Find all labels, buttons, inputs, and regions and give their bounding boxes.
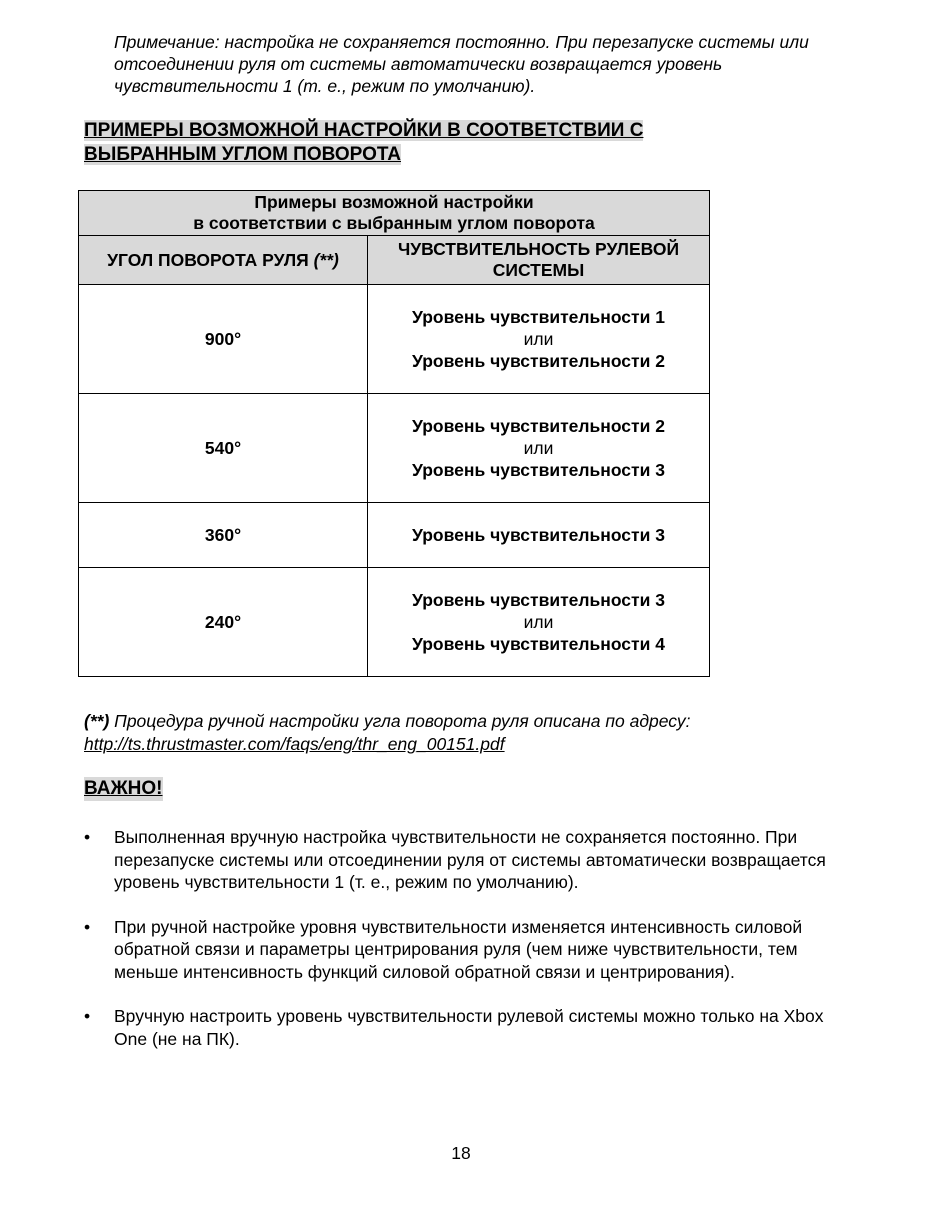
important-list (84, 826, 844, 1072)
table-caption-line1: Примеры возможной настройки (254, 192, 534, 212)
sensitivity-level: Уровень чувствительности 3 (412, 590, 665, 610)
bullet-icon: • (84, 827, 91, 847)
column-header-angle-label: УГОЛ ПОВОРОТА РУЛЯ (107, 249, 309, 270)
or-text: или (523, 612, 554, 632)
list-item (84, 826, 844, 894)
angle-cell: 540° (79, 394, 368, 503)
column-header-sensitivity: ЧУВСТВИТЕЛЬНОСТЬ РУЛЕВОЙ СИСТЕМЫ (368, 236, 710, 285)
column-header-angle (79, 236, 368, 285)
page-number: 18 (451, 1143, 471, 1163)
section-title (84, 119, 804, 167)
table-caption (79, 191, 710, 236)
important-heading: ВАЖНО! (84, 778, 163, 799)
table-row (79, 394, 710, 503)
sensitivity-cell (368, 394, 710, 503)
table-row (79, 285, 710, 394)
list-item-text: При ручной настройке уровня чувствительности изменяется интенсивность силовой обратной связи и параметры центрирования руля (чем ниже чувствительности, тем меньше интенсивность функций силовой обратной связи и центрирования). (114, 916, 803, 982)
angle-cell: 240° (79, 568, 368, 677)
sensitivity-level: Уровень чувствительности 2 (412, 416, 665, 436)
sensitivity-note: Примечание: настройка не сохраняется постоянно. При перезапуске системы или отсоединении руля от системы автоматически возвращается уровень чувствительности 1 (т. е., режим по умолчанию). (114, 32, 809, 96)
column-header-angle-mark: (**) (313, 249, 339, 270)
manual-calibration-link[interactable]: http://ts.thrustmaster.com/faqs/eng/thr_eng_00151.pdf (84, 734, 505, 754)
section-title-line1: ПРИМЕРЫ ВОЗМОЖНОЙ НАСТРОЙКИ В СООТВЕТСТВИИ С (84, 120, 644, 141)
table-row (79, 568, 710, 677)
or-text: или (523, 329, 554, 349)
sensitivity-level: Уровень чувствительности 3 (412, 525, 665, 545)
table-caption-line2: в соответствии с выбранным углом поворота (193, 213, 595, 233)
section-title-line2: ВЫБРАННЫМ УГЛОМ ПОВОРОТА (84, 144, 401, 165)
sensitivity-level: Уровень чувствительности 1 (412, 307, 665, 327)
sensitivity-level: Уровень чувствительности 4 (412, 634, 665, 654)
angle-cell: 360° (79, 503, 368, 568)
list-item (84, 916, 844, 984)
angle-cell: 900° (79, 285, 368, 394)
list-item-text: Вручную настроить уровень чувствительности рулевой системы можно только на Xbox One (не на ПК). (114, 1006, 824, 1049)
sensitivity-cell (368, 285, 710, 394)
sensitivity-level: Уровень чувствительности 2 (412, 351, 665, 371)
table-row (79, 503, 710, 568)
bullet-icon: • (84, 916, 91, 937)
list-item (84, 1005, 844, 1050)
settings-table (78, 190, 710, 677)
footnote (84, 710, 844, 756)
sensitivity-cell (368, 568, 710, 677)
footnote-text: Процедура ручной настройки угла поворота руля описана по адресу: (109, 711, 691, 731)
sensitivity-level: Уровень чувствительности 3 (412, 460, 665, 480)
bullet-icon: • (84, 1006, 91, 1026)
sensitivity-cell (368, 503, 710, 568)
list-item-text: Выполненная вручную настройка чувствительности не сохраняется постоянно. При перезапуске системы или отсоединении руля от системы автоматически возвращается уровень чувствительности 1 (т. е., режим по умолчанию). (114, 827, 826, 892)
or-text: или (523, 438, 554, 458)
footnote-mark: (**) (84, 711, 110, 731)
